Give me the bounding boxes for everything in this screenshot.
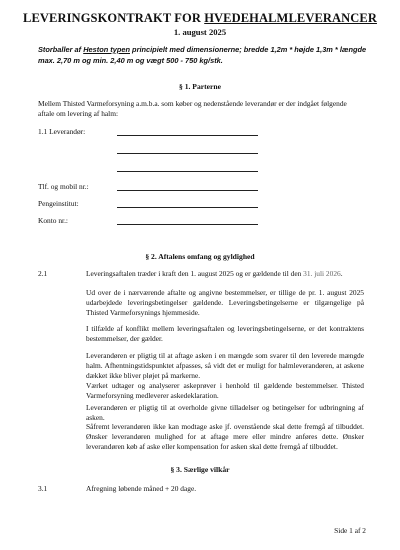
section1-intro: Mellem Thisted Varmeforsyning a.m.b.a. som køber og nedenstående leverandør er der indgået følgende aftale om levering af halm: <box>38 99 347 119</box>
konto-line[interactable] <box>117 224 258 225</box>
paragraph-konflikt: I tilfælde af konflikt mellem leveringsaftalen og leveringsbetingelserne, er det kontraktens bestemmelser, der gælder. <box>86 324 364 344</box>
document-date: 1. august 2025 <box>173 27 227 37</box>
section1-heading: § 1. Parterne <box>179 82 221 91</box>
document-title <box>0 11 400 26</box>
clause-2-1-validity <box>86 269 376 279</box>
spec-underlined: Heston typen <box>83 45 130 54</box>
section3-heading: § 3. Særlige vilkår <box>170 465 230 474</box>
tlf-line[interactable] <box>117 190 258 191</box>
clause-3-1-text: Afregning løbende måned + 20 dage. <box>86 484 197 493</box>
spec-post: principielt med dimensionerne; bredde 1,2m * højde 1,3m * længde max. 2,70 m og min. 2,40 m og vægt 500 - 750 kg/stk. <box>38 45 367 65</box>
paragraph-askeproever: Værket udtager og analyserer askeprøver i henhold til gældende bestemmelser. Thisted Varmeforsyning medleverer askedeklaration. <box>86 381 364 401</box>
paragraph-leveringsbetingelser: Ud over de i nærværende aftalte og angivne bestemmelser, er tillige de pr. 1. august 2025 udarbejdede leveringsbetingelser gældende. Leveringsbetingelserne er tilgængelige på Thisted Varmeforsynings hjemmeside. <box>86 288 364 318</box>
pengeinstitut-label: Pengeinstitut: <box>38 199 79 208</box>
clause-2-1-number: 2.1 <box>38 269 48 278</box>
tlf-label: Tlf. og mobil nr.: <box>38 182 89 191</box>
clause-2-1-end-date: 31. juli 2026 <box>303 269 341 278</box>
page-number: Side 1 af 2 <box>334 526 366 535</box>
bale-specification <box>38 44 368 66</box>
clause-2-1-end: . <box>340 269 343 278</box>
clause-3-1-number: 3.1 <box>38 484 48 493</box>
paragraph-tilladelser: Leverandøren er pligtig til at overholde givne tilladelser og betingelser for udbringning af asken. <box>86 403 364 423</box>
leverandor-label: 1.1 Leverandør: <box>38 127 86 136</box>
paragraph-aske-modtagelse: Såfremt leverandøren ikke kan modtage aske jf. ovenstående skal dette fremgå af tilbuddet. Ønsker leverandøren mulighed for at aftage mere eller mindre anføres dette. Ønsker leverandøren køb af aske eller kompensation for asken skal dette fremgå af tilbuddet. <box>86 422 364 452</box>
leverandor-line-1[interactable] <box>117 135 258 136</box>
spec-pre: Storballer af <box>38 45 84 54</box>
section2-heading: § 2. Aftalens omfang og gyldighed <box>145 252 255 261</box>
title-text: LEVERINGSKONTRAKT FOR <box>23 11 205 25</box>
konto-label: Konto nr.: <box>38 216 68 225</box>
paragraph-aske-pligt: Leverandøren er pligtig til at aftage asken i en mængde som svarer til den leverede mængde halm. Afhentningstidspunktet afpasses, så vidt det er muligt for halmleverandøren, at askene dækket ikke bliver pløjet på markerne. <box>86 351 364 381</box>
leverandor-line-2[interactable] <box>117 153 258 154</box>
pengeinstitut-line[interactable] <box>117 207 258 208</box>
clause-2-1-text: Leveringsaftalen træder i kraft den 1. august 2025 og er gældende til den <box>86 269 304 278</box>
title-underlined-text: HVEDEHALMLEVERANCER <box>204 11 377 25</box>
leverandor-line-3[interactable] <box>117 171 258 172</box>
